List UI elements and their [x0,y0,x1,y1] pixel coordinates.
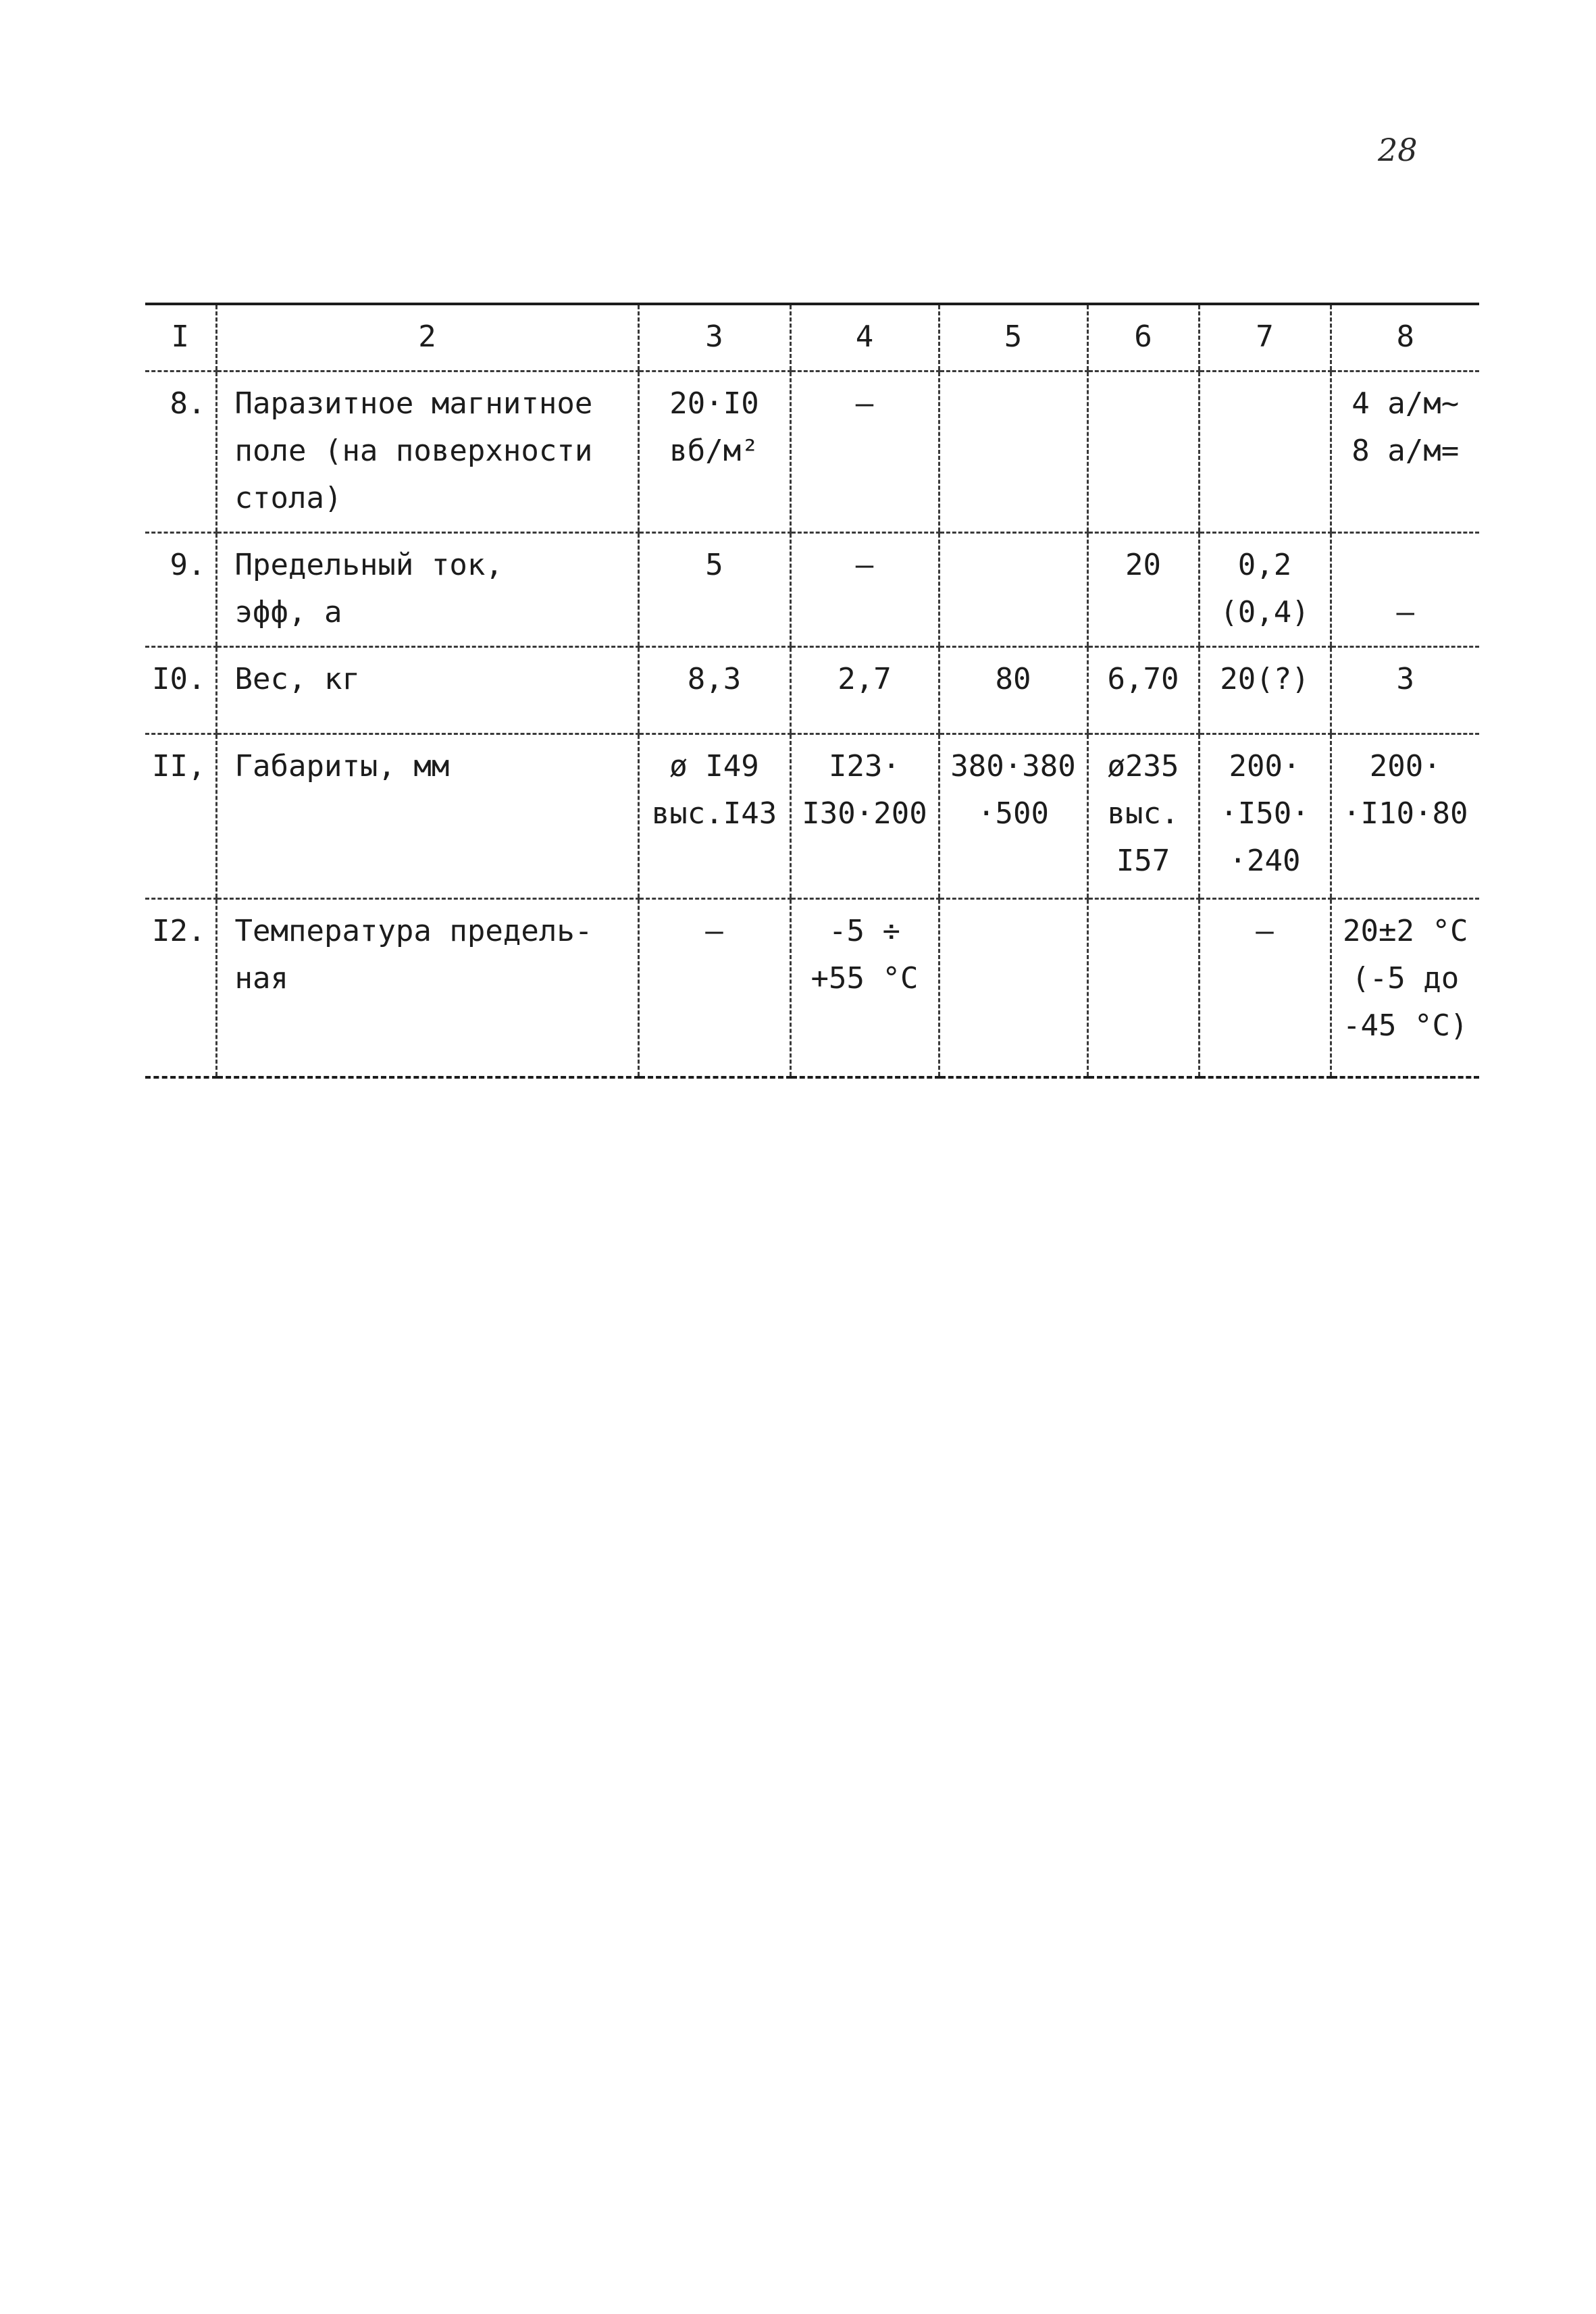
parameter-name: Паразитное магнитное поле (на поверхности стола) [216,371,638,533]
column-header: 4 [790,304,939,371]
table-cell: -5 ÷ +55 °C [790,899,939,1078]
table-cell [939,371,1087,533]
table-cell: 20±2 °C (-5 до -45 °C) [1331,899,1479,1078]
header-row [145,304,1479,371]
table-row [145,734,1479,899]
table-row [145,899,1479,1078]
row-number: 8. [145,371,216,533]
column-header: 6 [1087,304,1199,371]
parameter-name: Вес, кг [216,647,638,734]
parameter-name: Температура предель- ная [216,899,638,1078]
parameter-name: Габариты, мм [216,734,638,899]
table-cell: 6,70 [1087,647,1199,734]
column-header: 7 [1199,304,1331,371]
spec-table-container [145,303,1479,1079]
table-cell [1199,371,1331,533]
table-cell: 200· ·I50· ·240 [1199,734,1331,899]
column-header: 5 [939,304,1087,371]
column-header: 8 [1331,304,1479,371]
table-cell: ø235 выс. I57 [1087,734,1199,899]
row-number: I2. [145,899,216,1078]
table-cell [1087,899,1199,1078]
table-cell: 20 [1087,533,1199,647]
table-cell: – [790,533,939,647]
page-number: 28 [1378,132,1418,168]
column-header: I [145,304,216,371]
table-cell: 20·I0 вб/м² [638,371,790,533]
table-cell: ø I49 выс.I43 [638,734,790,899]
table-cell: 0,2 (0,4) [1199,533,1331,647]
table-row [145,647,1479,734]
row-number: I0. [145,647,216,734]
spec-table [145,303,1479,1079]
table-row [145,371,1479,533]
column-header: 3 [638,304,790,371]
row-number: II, [145,734,216,899]
table-cell: 5 [638,533,790,647]
table-cell [939,533,1087,647]
table-cell [939,899,1087,1078]
table-cell: 80 [939,647,1087,734]
table-cell: – [638,899,790,1078]
table-cell: 200· ·I10·80 [1331,734,1479,899]
parameter-name: Предельный ток, эфф, а [216,533,638,647]
table-row [145,533,1479,647]
table-cell: I23· I30·200 [790,734,939,899]
table-cell: 4 а/м~ 8 а/м= [1331,371,1479,533]
table-cell [1087,371,1199,533]
table-cell: – [1331,533,1479,647]
table-cell: 380·380 ·500 [939,734,1087,899]
table-cell: 3 [1331,647,1479,734]
table-cell: 2,7 [790,647,939,734]
table-cell: 20(?) [1199,647,1331,734]
column-header: 2 [216,304,638,371]
row-number: 9. [145,533,216,647]
table-cell: 8,3 [638,647,790,734]
table-cell: – [1199,899,1331,1078]
table-cell: – [790,371,939,533]
